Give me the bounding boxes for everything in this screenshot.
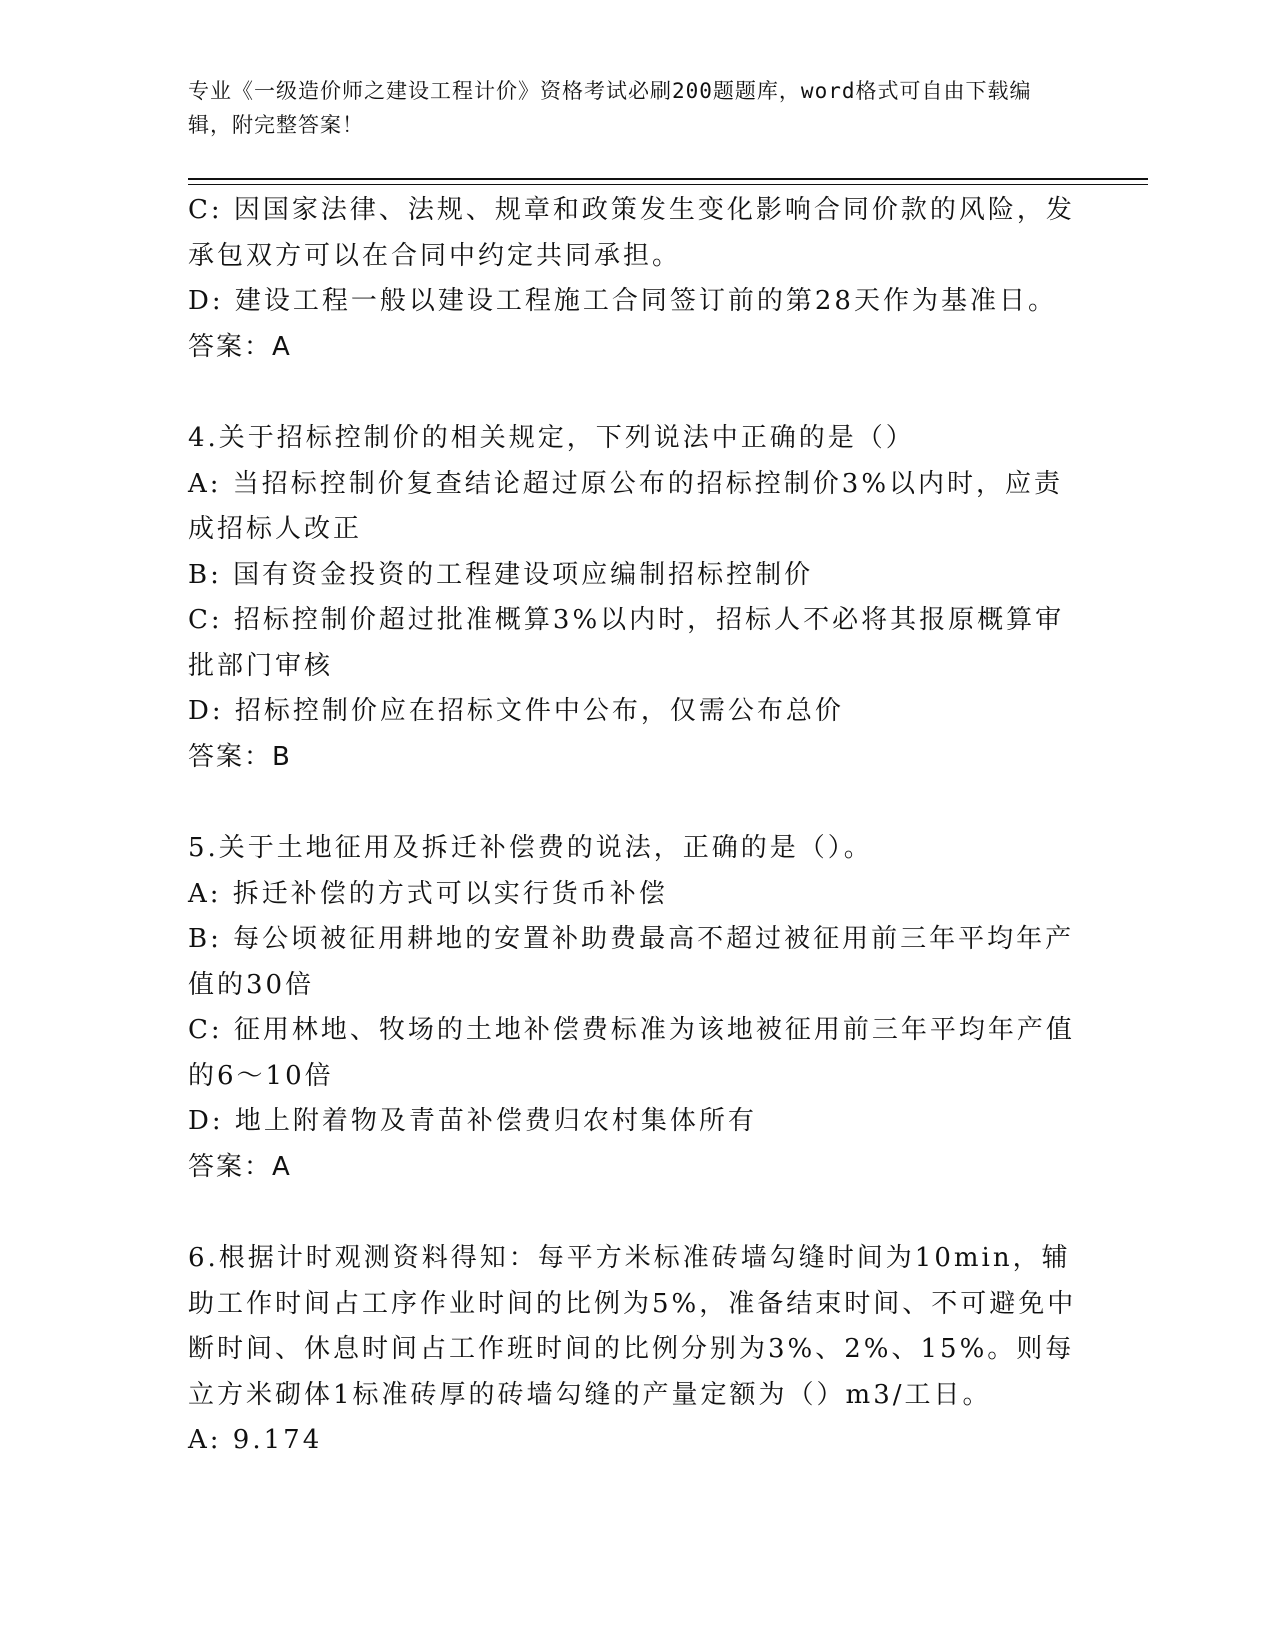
option-c: C: 因国家法律、法规、规章和政策发生变化影响合同价款的风险，发承包双方可以在合同中约定共同承担。 [188,195,1075,271]
option-b: B: 每公顷被征用耕地的安置补助费最高不超过被征用前三年平均年产值的30倍 [188,924,1075,1000]
option-d: D: 建设工程一般以建设工程施工合同签订前的第28天作为基准日。 [188,286,1057,316]
spacer [188,1190,1088,1236]
option-d: D: 地上附着物及青苗补偿费归农村集体所有 [188,1106,757,1136]
question-stem: 5.关于土地征用及拆迁补偿费的说法，正确的是（）。 [188,833,873,863]
question-stem: 4.关于招标控制价的相关规定，下列说法中正确的是（） [188,423,915,453]
page-header: 专业《一级造价师之建设工程计价》资格考试必刷200题题库，word格式可自由下载编辑，附完整答案！ [188,79,1032,137]
option-a: A: 当招标控制价复查结论超过原公布的招标控制价3%以内时，应责成招标人改正 [188,468,1064,544]
option-a: A: 拆迁补偿的方式可以实行货币补偿 [188,878,668,909]
answer: 答案：A [188,1151,292,1182]
spacer [188,370,1088,416]
option-b: B: 国有资金投资的工程建设项应编制招标控制价 [188,559,814,590]
option-a: A: 9.174 [188,1425,323,1455]
answer: 答案：B [188,741,292,772]
answer: 答案：A [188,331,292,362]
question-content [188,188,1088,1464]
question-stem: 6.根据计时观测资料得知：每平方米标准砖墙勾缝时间为10min，辅助工作时间占工序作业时间的比例为5%，准备结束时间、不可避免中断时间、休息时间占工作班时间的比例分别为3%、2%、15%。则每立方米砌体1标准砖厚的砖墙勾缝的产量定额为（）m3/工日。 [188,1243,1077,1410]
spacer [188,780,1088,826]
option-d: D: 招标控制价应在招标文件中公布，仅需公布总价 [188,696,844,726]
header-rule [188,178,1148,180]
option-c: C: 招标控制价超过批准概算3%以内时，招标人不必将其报原概算审批部门审核 [188,605,1065,681]
question-block [188,826,1088,1190]
question-block [188,188,1088,370]
header-rule-thin [188,184,1148,185]
question-block [188,1236,1088,1464]
question-block [188,416,1088,780]
option-c: C: 征用林地、牧场的土地补偿费标准为该地被征用前三年平均年产值的6～10倍 [188,1015,1075,1091]
